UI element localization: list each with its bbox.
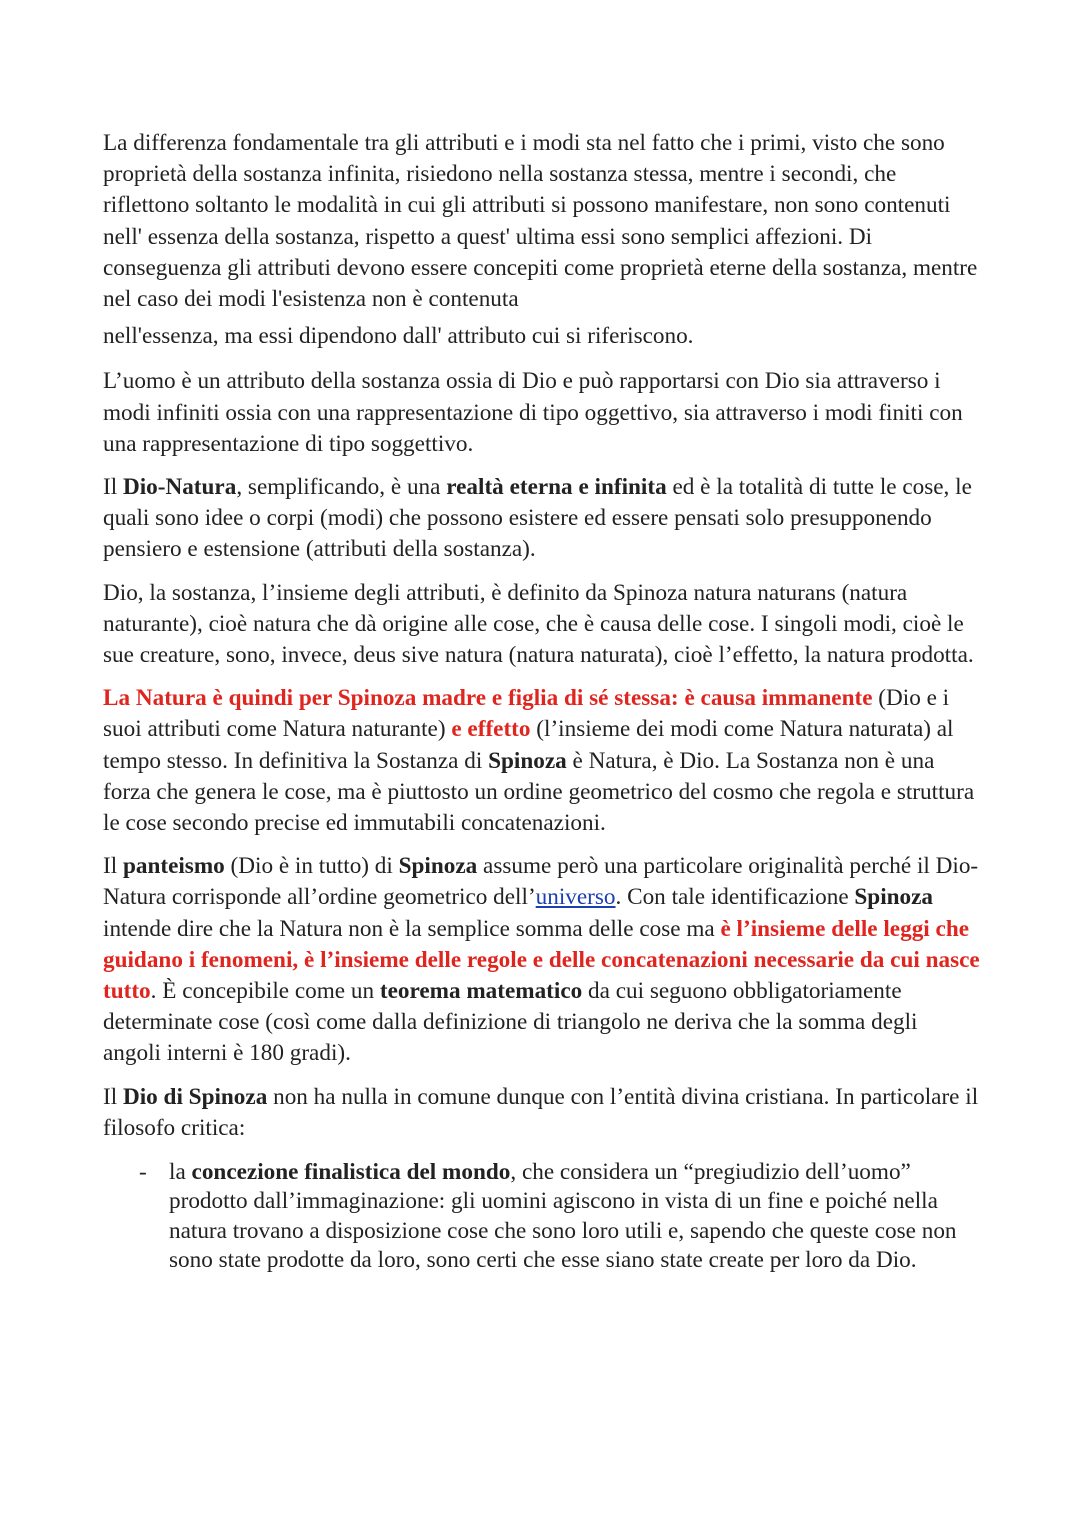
text-run: , che considera un “pregiudizio dell’uomo” prodotto dall’immaginazione: gli uomini agiscono in vista di un fine e poiché nella natura trovano a disposizione cose che sono loro utili e, sapendo che queste cose non sono state prodotte da loro, sono certi che esse siano state create per loro da Dio. [169, 1159, 957, 1273]
highlight-text: e effetto [451, 716, 531, 743]
critique-list [103, 1158, 980, 1275]
universo-link[interactable]: universo [535, 884, 616, 911]
paragraph-uomo: L’uomo è un attributo della sostanza ossia di Dio e può rapportarsi con Dio sia attraverso i modi infiniti ossia con una rappresentazione di tipo oggettivo, sia attraverso i modi finiti con una rappresentazione di tipo soggettivo. [103, 368, 963, 457]
text-run: Il [103, 853, 123, 880]
text-run: assume però una particolare originalità perché il Dio-Natura corrisponde all’ordine geometrico dell’ [103, 853, 979, 911]
paragraph-text: La differenza fondamentale tra gli attributi e i modi sta nel fatto che i primi, visto che sono proprietà della sostanza infinita, risiedono nella sostanza stessa, mentre i secondi, che riflettono soltanto le modalità in cui gli attributi si possono manifestare, non sono contenuti nell' essenza della sostanza, rispetto a quest' ultima essi sono semplici affezioni. Di conseguenza gli attributi devono essere concepiti come proprietà eterne della sostanza, mentre nel caso dei modi l'esistenza non è contenuta [103, 130, 978, 313]
text-run: la [169, 1159, 192, 1186]
paragraph-dio-natura [103, 472, 980, 566]
paragraph-madre-figlia [103, 683, 980, 839]
text-run: . È concepibile come un [150, 978, 380, 1005]
bold-term: Dio di Spinoza [122, 1083, 268, 1110]
text-run: (Dio e i suoi attributi come Natura naturante) [103, 685, 950, 743]
paragraph-panteismo [103, 851, 980, 1069]
list-bullet: - [139, 1159, 147, 1186]
list-item [103, 1158, 980, 1275]
text-run: Il [103, 474, 123, 501]
text-run: (Dio è in tutto) di [224, 853, 399, 880]
bold-term: Dio-Natura [122, 474, 237, 501]
text-run: , semplificando, è una [236, 474, 447, 501]
bold-term: Spinoza [488, 747, 567, 774]
text-run: non ha nulla in comune dunque con l’entità divina cristiana. In particolare il filosofo critica: [103, 1083, 979, 1141]
paragraph-attributi-modi [103, 128, 980, 352]
paragraph-dio-di-spinoza [103, 1082, 980, 1144]
text-run: ed è la totalità di tutte le cose, le quali sono idee o corpi (modi) che possono esistere ed essere pensati solo presupponendo pensiero e estensione (attributi della sostanza). [103, 474, 972, 563]
bold-term: realtà eterna e infinita [446, 474, 667, 501]
bold-term: Spinoza [398, 853, 478, 880]
text-run: (l’insieme dei modi come Natura naturata) al tempo stesso. In definitiva la Sostanza di [103, 716, 954, 774]
text-run: Il [103, 1083, 123, 1110]
paragraph-last-line: nell'essenza, ma essi dipendono dall' attributo cui si riferiscono. [103, 323, 694, 350]
highlight-text: è l’insieme delle leggi che guidano i fenomeni, è l’insieme delle regole e delle concatenazioni necessarie da cui nasce tutto [103, 915, 980, 1005]
bold-term: Spinoza [854, 884, 934, 911]
text-run: da cui seguono obbligatoriamente determinate cose (così come dalla definizione di triangolo ne deriva che la somma degli angoli interni è 180 gradi). [103, 978, 918, 1067]
text-run: . Con tale identificazione [615, 884, 855, 911]
bold-term: teorema matematico [379, 978, 583, 1005]
highlight-text: La Natura è quindi per Spinoza madre e figlia di sé stessa: è causa immanente [103, 685, 873, 712]
bold-term: panteismo [122, 853, 225, 880]
paragraph-natura-naturans: Dio, la sostanza, l’insieme degli attributi, è definito da Spinoza natura naturans (natura naturante), cioè natura che dà origine alle cose, che è causa delle cose. I singoli modi, cioè le sue creature, sono, invece, deus sive natura (natura naturata), cioè l’effetto, la natura prodotta. [103, 579, 974, 669]
text-run: intende dire che la Natura non è la semplice somma delle cose ma [103, 915, 721, 942]
bold-term: concezione finalistica del mondo [191, 1159, 511, 1186]
text-run: è Natura, è Dio. La Sostanza non è una forza che genera le cose, ma è piuttosto un ordine geometrico del cosmo che regola e struttura le cose secondo precise ed immutabili concatenazioni. [103, 747, 975, 837]
